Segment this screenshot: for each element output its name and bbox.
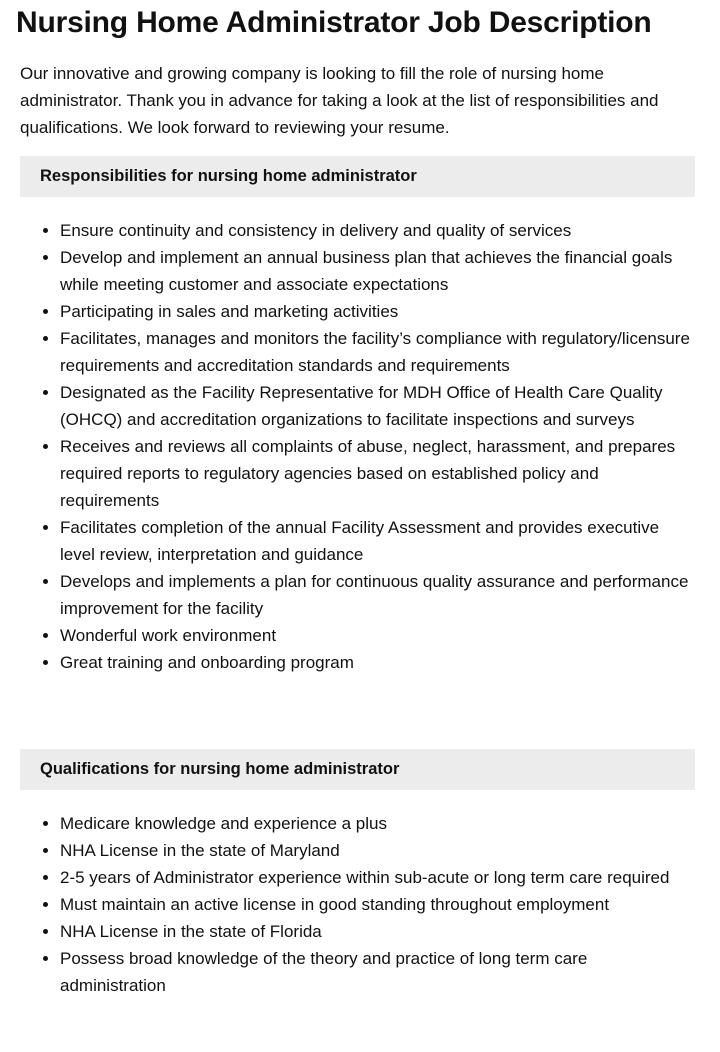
page-title: Nursing Home Administrator Job Description <box>16 6 652 39</box>
list-item: • Participating in sales and marketing activities <box>60 298 690 325</box>
list-item: • Designated as the Facility Representative for MDH Office of Health Care Quality (OHCQ) and accreditation organizations to facilitate inspections and surveys <box>60 379 690 433</box>
list-item: • Facilitates, manages and monitors the facility’s compliance with regulatory/licensure requirements and accreditation standards and requirements <box>60 325 690 379</box>
list-item: • Medicare knowledge and experience a plus <box>60 810 690 837</box>
list-item: • Receives and reviews all complaints of abuse, neglect, harassment, and prepares required reports to regulatory agencies based on established policy and requirements <box>60 433 690 514</box>
list-item: • Possess broad knowledge of the theory and practice of long term care administration <box>60 945 690 999</box>
section-heading: Qualifications for nursing home administrator <box>20 749 695 790</box>
section-heading: Responsibilities for nursing home administrator <box>20 156 695 197</box>
list-item: • Facilitates completion of the annual Facility Assessment and provides executive level review, interpretation and guidance <box>60 514 690 568</box>
intro-paragraph: Our innovative and growing company is looking to fill the role of nursing home administrator. Thank you in advance for taking a look at the list of responsibilities and qualifications. We look forward to reviewing your resume. <box>20 64 659 137</box>
list-item: • NHA License in the state of Maryland <box>60 837 690 864</box>
list-item: • Must maintain an active license in good standing throughout employment <box>60 891 690 918</box>
list-item: • 2-5 years of Administrator experience within sub-acute or long term care required <box>60 864 690 891</box>
qualifications-list <box>20 810 695 999</box>
list-item: • Great training and onboarding program <box>60 649 690 676</box>
qualifications-section <box>20 749 695 999</box>
list-item: • Develop and implement an annual business plan that achieves the financial goals while meeting customer and associate expectations <box>60 244 690 298</box>
list-item: • Wonderful work environment <box>60 622 690 649</box>
list-item: • Develops and implements a plan for continuous quality assurance and performance improvement for the facility <box>60 568 690 622</box>
list-item: • NHA License in the state of Florida <box>60 918 690 945</box>
responsibilities-section <box>20 156 695 676</box>
list-item: • Ensure continuity and consistency in delivery and quality of services <box>60 217 690 244</box>
responsibilities-list <box>20 217 695 676</box>
